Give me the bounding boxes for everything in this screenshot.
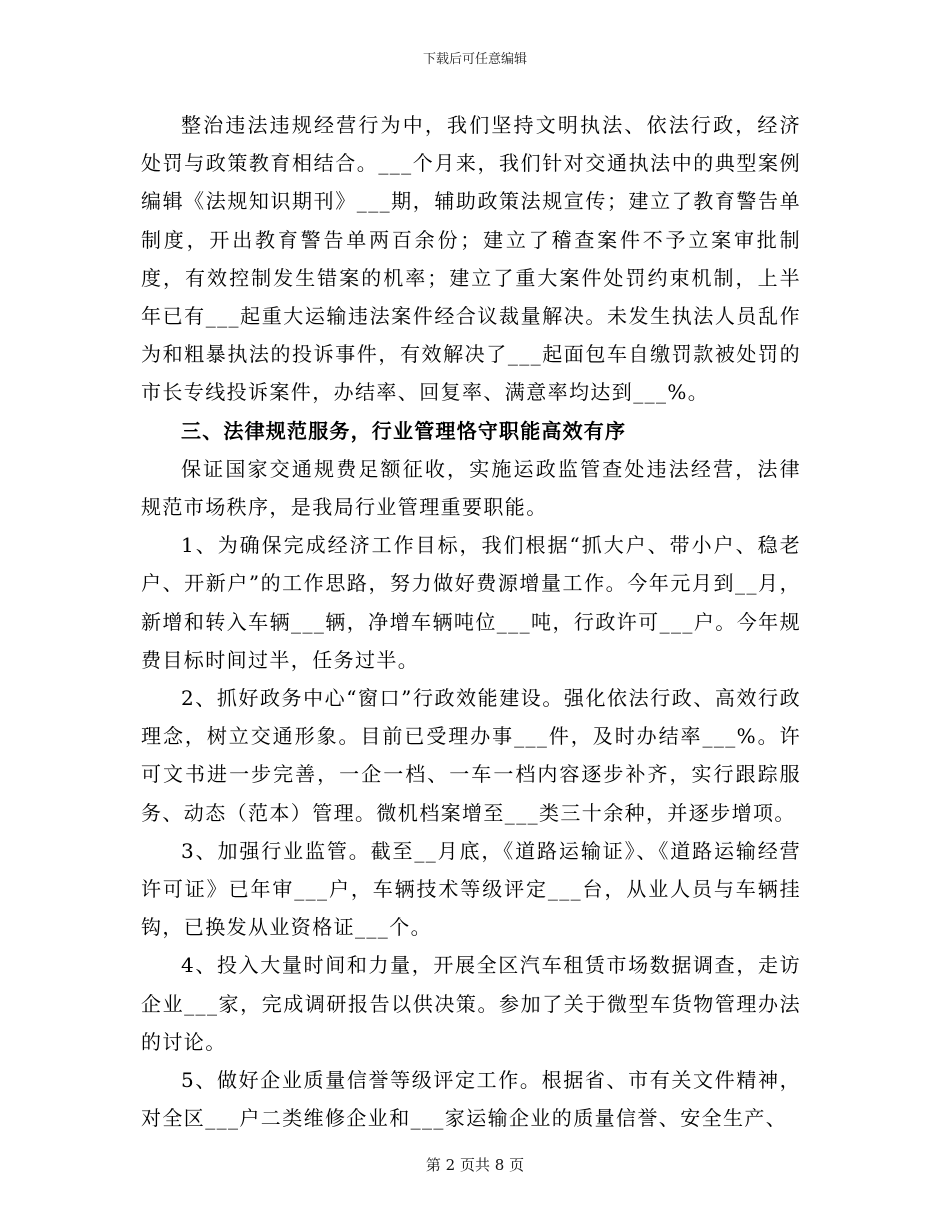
page-header: 下载后可任意编辑: [422, 52, 527, 67]
page-footer: 第 2 页共 8 页: [425, 1156, 525, 1174]
paragraph-item-3: 3、加强行业监管。截至__月底，《道路运输证》、《道路运输经营许可证》已年审___户，车辆技术等级评定___台，从业人员与车辆挂钩，已换发从业资格证___个。: [141, 838, 801, 940]
paragraph-item-2: 2、抓好政务中心“窗口”行政效能建设。强化依法行政、高效行政理念，树立交通形象。目前已受理办事___件，及时办结率___%。许可文书进一步完善，一企一档、一车一档内容逐步补齐，实行跟踪服务、动态（范本）管理。微机档案增至___类三十余种，并逐步增项。: [141, 686, 801, 825]
document-body: [141, 106, 801, 1137]
paragraph-duties: 保证国家交通规费足额征收，实施运政监管查处违法经营，法律规范市场秩序，是我局行业管理重要职能。: [141, 456, 801, 520]
paragraph-enforcement: 整治违法违规经营行为中，我们坚持文明执法、依法行政，经济处罚与政策教育相结合。___个月来，我们针对交通执法中的典型案例编辑《法规知识期刊》___期，辅助政策法规宣传；建立了教育警告单制度，开出教育警告单两百余份；建立了稽查案件不予立案审批制度，有效控制发生错案的机率；建立了重大案件处罚约束机制，上半年已有___起重大运输违法案件经合议裁量解决。未发生执法人员乱作为和粗暴执法的投诉事件，有效解决了___起面包车自缴罚款被处罚的市长专线投诉案件，办结率、回复率、满意率均达到___%。: [141, 113, 801, 405]
paragraph-item-1: 1、为确保完成经济工作目标，我们根据“抓大户、带小户、稳老户、开新户”的工作思路，努力做好费源增量工作。今年元月到__月，新增和转入车辆___辆，净增车辆吨位___吨，行政许可___户。今年规费目标时间过半，任务过半。: [141, 533, 801, 672]
paragraph-item-4: 4、投入大量时间和力量，开展全区汽车租赁市场数据调查，走访企业___家，完成调研报告以供决策。参加了关于微型车货物管理办法的讨论。: [141, 953, 801, 1054]
paragraph-item-5: 5、做好企业质量信誉等级评定工作。根据省、市有关文件精神，对全区___户二类维修企业和___家运输企业的质量信誉、安全生产、: [141, 1068, 801, 1131]
section-heading-3: 三、法律规范服务，行业管理恪守职能高效有序: [181, 418, 627, 443]
